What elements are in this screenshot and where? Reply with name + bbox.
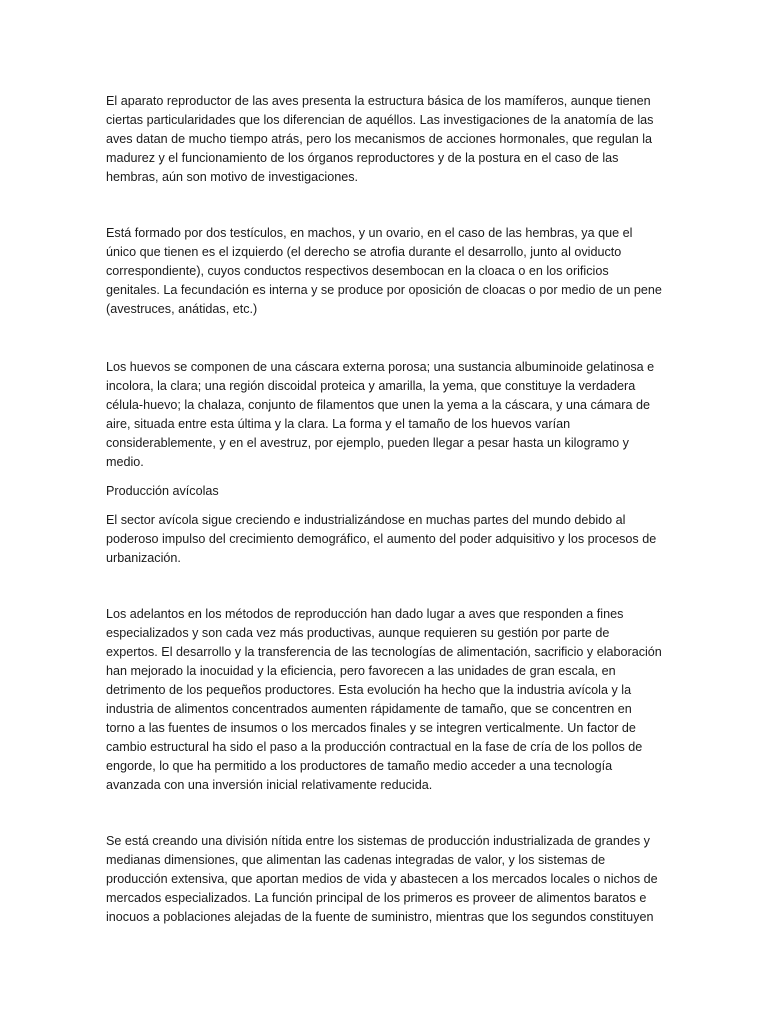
paragraph-testicles-ovary: Está formado por dos testículos, en machos, y un ovario, en el caso de las hembras, ya que el único que tienen es el izquierdo (el derecho se atrofia durante el desarrollo, junto al oviducto correspondiente), cuyos conductos respectivos desembocan en la cloaca o en los orificios genitales. La fecundación es interna y se produce por oposición de cloacas o por medio de un pene (avestruces, anátidas, etc.) (106, 226, 662, 316)
paragraph-reproductive-system: El aparato reproductor de las aves presenta la estructura básica de los mamíferos, aunque tienen ciertas particularidades que los diferencian de aquéllos. Las investigaciones de la anatomía de las aves datan de mucho tiempo atrás, pero los mecanismos de acciones hormonales, que regulan la madurez y el funcionamiento de los órganos reproductores y de la postura en el caso de las hembras, aún son motivo de investigaciones. (106, 94, 654, 184)
paragraph-poultry-sector: El sector avícola sigue creciendo e industrializándose en muchas partes del mundo debido al poderoso impulso del crecimiento demográfico, el aumento del poder adquisitivo y los procesos de urbanización. (106, 513, 657, 565)
paragraph-production-division: Se está creando una división nítida entre los sistemas de producción industrializada de grandes y medianas dimensiones, que alimentan las cadenas integradas de valor, y los sistemas de producción extensiva, que aportan medios de vida y abastecen a los mercados locales o nichos de mercados especializados. La función principal de los primeros es proveer de alimentos baratos e inocuos a poblaciones alejadas de la fuente de suministro, mientras que los segundos constituyen (106, 834, 658, 924)
document-page (106, 92, 662, 927)
paragraph-eggs: Los huevos se componen de una cáscara externa porosa; una sustancia albuminoide gelatinosa e incolora, la clara; una región discoidal proteica y amarilla, la yema, que constituye la verdadera célula-huevo; la chalaza, conjunto de filamentos que unen la yema a la cáscara, y una cámara de aire, situada entre esta última y la clara. La forma y el tamaño de los huevos varían considerablemente, y en el avestruz, por ejemplo, pueden llegar a pesar hasta un kilogramo y medio. (106, 360, 655, 469)
section-heading-poultry-production: Producción avícolas (106, 484, 219, 498)
paragraph-reproduction-advances: Los adelantos en los métodos de reproducción han dado lugar a aves que responden a fines especializados y son cada vez más productivas, aunque requieren su gestión por parte de expertos. El desarrollo y la transferencia de las tecnologías de alimentación, sacrificio y elaboración han mejorado la inocuidad y la eficiencia, pero favorecen a las unidades de gran escala, en detrimento de los pequeños productores. Esta evolución ha hecho que la industria avícola y la industria de alimentos concentrados aumenten rápidamente de tamaño, que se concentren en torno a las fuentes de insumos o los mercados finales y se integren verticalmente. Un factor de cambio estructural ha sido el paso a la producción contractual en la fase de cría de los pollos de engorde, lo que ha permitido a los productores de tamaño medio acceder a una tecnología avanzada con una inversión inicial relativamente reducida. (106, 607, 662, 792)
